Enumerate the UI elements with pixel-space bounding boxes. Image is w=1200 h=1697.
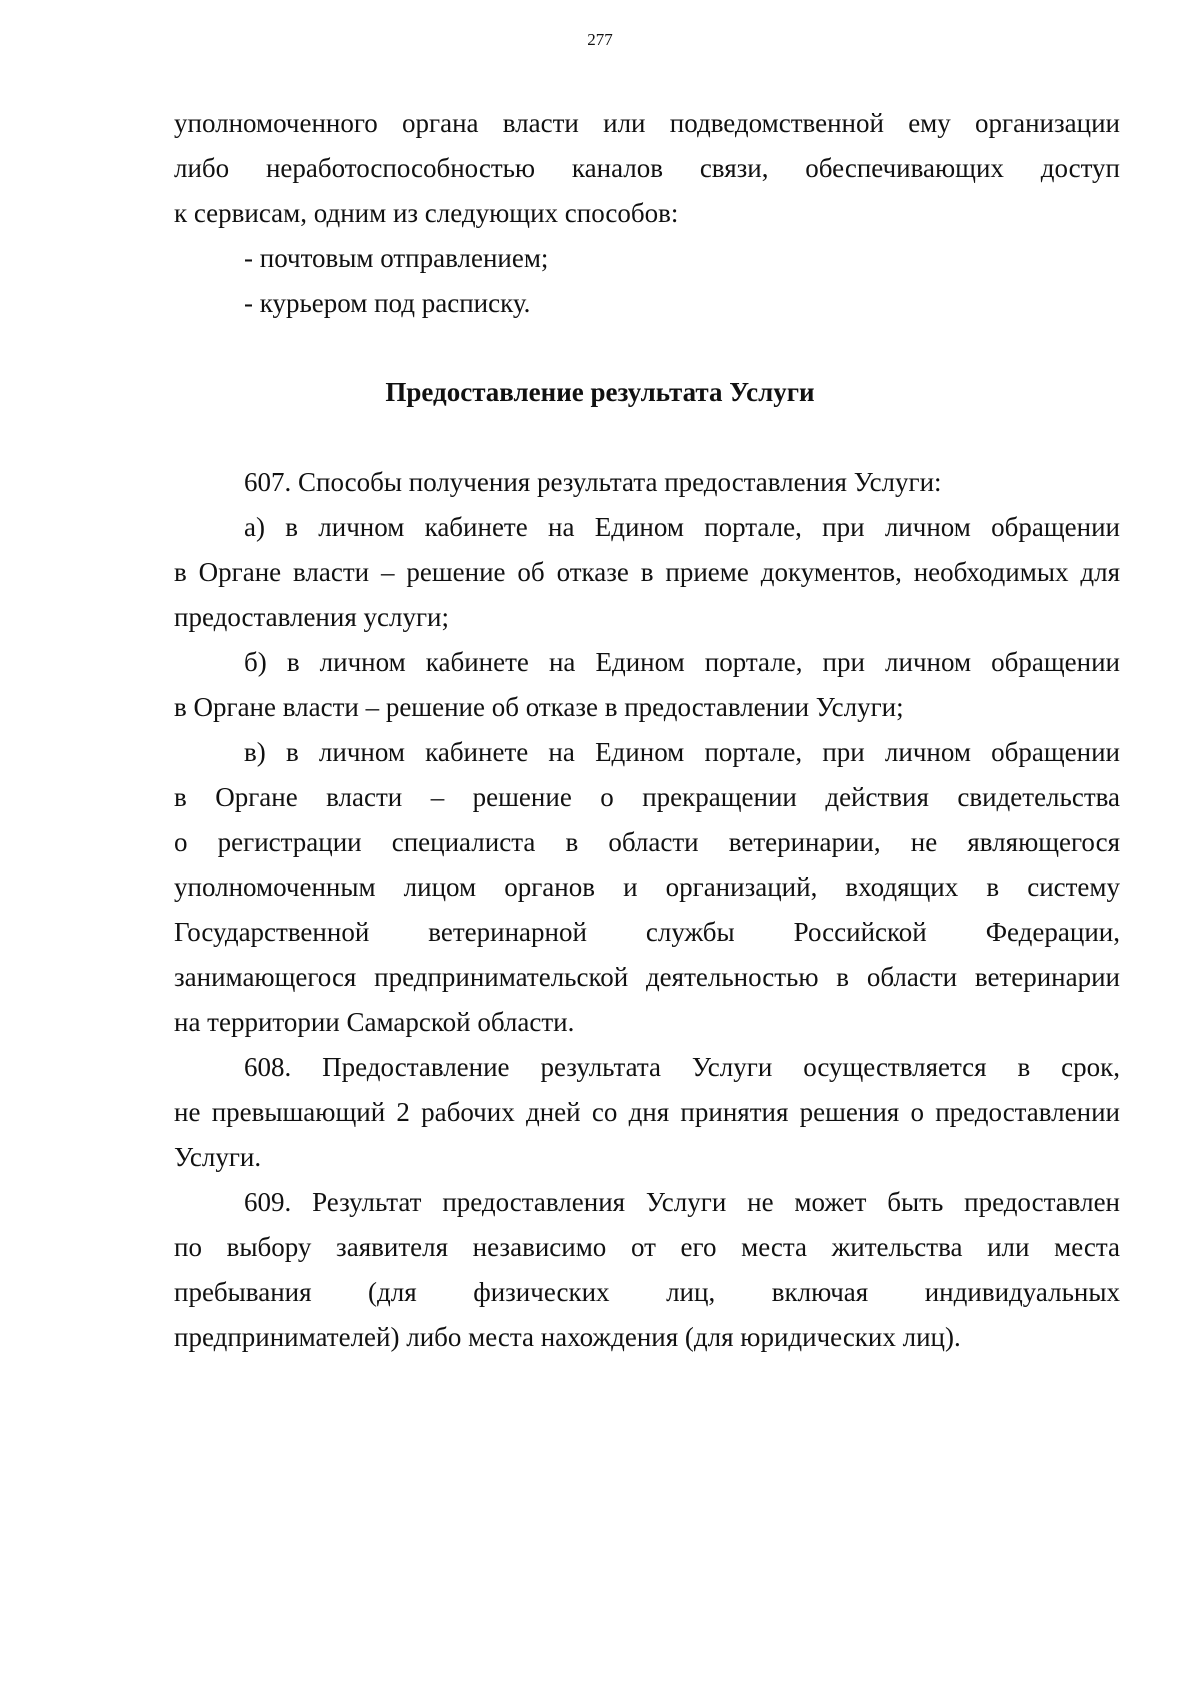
text-line: в Органе власти – решение о прекращении действия свидетельства (174, 782, 1120, 812)
text-line: Государственной ветеринарной службы Российской Федерации, (174, 917, 1120, 947)
text-line: уполномоченным лицом органов и организаций, входящих в систему (174, 872, 1120, 902)
text-line: уполномоченного органа власти или подведомственной ему организации (174, 108, 1120, 138)
list-item: - почтовым отправлением; (244, 243, 549, 273)
text-line: либо неработоспособностью каналов связи, обеспечивающих доступ (174, 153, 1120, 183)
list-item-b: б) в личном кабинете на Едином портале, при личном обращении (244, 647, 1120, 677)
list-item: - курьером под расписку. (244, 288, 531, 318)
text-line: о регистрации специалиста в области ветеринарии, не являющегося (174, 827, 1120, 857)
text-line: предпринимателей) либо места нахождения (для юридических лиц). (174, 1322, 961, 1352)
list-item-a: а) в личном кабинете на Едином портале, при личном обращении (244, 512, 1120, 542)
paragraph-607: 607. Способы получения результата предоставления Услуги: (244, 467, 942, 497)
paragraph-608: 608. Предоставление результата Услуги осуществляется в срок, (244, 1052, 1120, 1082)
text-line: не превышающий 2 рабочих дней со дня принятия решения о предоставлении (174, 1097, 1120, 1127)
text-line: по выбору заявителя независимо от его места жительства или места (174, 1232, 1120, 1262)
page-number: 277 (587, 30, 613, 49)
text-line: к сервисам, одним из следующих способов: (174, 198, 679, 228)
text-line: пребывания (для физических лиц, включая индивидуальных (174, 1277, 1120, 1307)
paragraph-609: 609. Результат предоставления Услуги не может быть предоставлен (244, 1187, 1120, 1217)
text-line: предоставления услуги; (174, 602, 449, 632)
text-line: Услуги. (174, 1142, 262, 1172)
text-line: в Органе власти – решение об отказе в приеме документов, необходимых для (174, 557, 1120, 587)
text-line: на территории Самарской области. (174, 1007, 575, 1037)
text-line: занимающегося предпринимательской деятельностью в области ветеринарии (174, 962, 1120, 992)
list-item-v: в) в личном кабинете на Едином портале, при личном обращении (244, 737, 1120, 767)
text-line: в Органе власти – решение об отказе в предоставлении Услуги; (174, 692, 904, 722)
section-heading: Предоставление результата Услуги (385, 377, 815, 407)
